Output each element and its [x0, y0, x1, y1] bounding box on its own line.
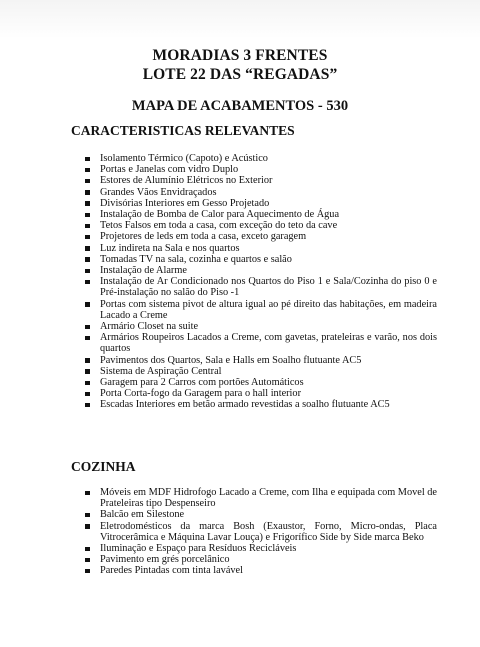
list-item: Paredes Pintadas com tinta lavável [97, 565, 437, 576]
list-item: Eletrodomésticos da marca Bosh (Exaustor, Forno, Micro-ondas, Placa Vitrocerâmica e Máquina Lavar Louça) e Frigorífico Side by Side marca Beko [97, 521, 437, 543]
list-item: Tomadas TV na sala, cozinha e quartos e salão [97, 254, 437, 265]
list-item: Instalação de Ar Condicionado nos Quartos do Piso 1 e Sala/Cozinha do piso 0 e Pré-instalação no salão do Piso -1 [97, 276, 437, 298]
section-heading-cozinha: COZINHA [71, 459, 136, 474]
list-item: Estores de Alumínio Elétricos no Exterior [97, 175, 437, 186]
list-item: Instalação de Bomba de Calor para Aquecimento de Água [97, 209, 437, 220]
list-item: Portas com sistema pivot de altura igual ao pé direito das habitações, em madeira Lacado a Creme [97, 299, 437, 321]
list-item: Portas e Janelas com vidro Duplo [97, 164, 437, 175]
list-item: Móveis em MDF Hidrofogo Lacado a Creme, com Ilha e equipada com Movel de Prateleiras tipo Despenseiro [97, 487, 437, 509]
list-item: Balcão em Silestone [97, 509, 437, 520]
list-item: Porta Corta-fogo da Garagem para o hall interior [97, 388, 437, 399]
document-title-line-1: MORADIAS 3 FRENTES [152, 47, 328, 64]
list-item: Escadas Interiores em betão armado revestidas a soalho flutuante AC5 [97, 399, 437, 410]
list-item: Isolamento Térmico (Capoto) e Acústico [97, 153, 437, 164]
list-item: Grandes Vãos Envidraçados [97, 187, 437, 198]
list-item: Instalação de Alarme [97, 265, 437, 276]
section-heading-caracteristicas: CARACTERISTICAS RELEVANTES [71, 123, 295, 138]
list-item: Pavimentos dos Quartos, Sala e Halls em Soalho flutuante AC5 [97, 355, 437, 366]
list-item: Garagem para 2 Carros com portões Automáticos [97, 377, 437, 388]
document-title-line-2: LOTE 22 DAS “REGADAS” [142, 66, 338, 83]
list-item: Armário Closet na suite [97, 321, 437, 332]
cozinha-list [97, 487, 437, 577]
list-item: Pavimento em grés porcelânico [97, 554, 437, 565]
list-item: Tetos Falsos em toda a casa, com exceção do teto da cave [97, 220, 437, 231]
caracteristicas-list [97, 153, 437, 411]
list-item: Armários Roupeiros Lacados a Creme, com gavetas, prateleiras e varão, nos dois quartos [97, 332, 437, 354]
list-item: Divisórias Interiores em Gesso Projetado [97, 198, 437, 209]
list-item: Luz indireta na Sala e nos quartos [97, 243, 437, 254]
list-item: Projetores de leds em toda a casa, exceto garagem [97, 231, 437, 242]
list-item: Sistema de Aspiração Central [97, 366, 437, 377]
list-item: Iluminação e Espaço para Resíduos Recicláveis [97, 543, 437, 554]
document-subtitle: MAPA DE ACABAMENTOS - 530 [131, 98, 349, 114]
